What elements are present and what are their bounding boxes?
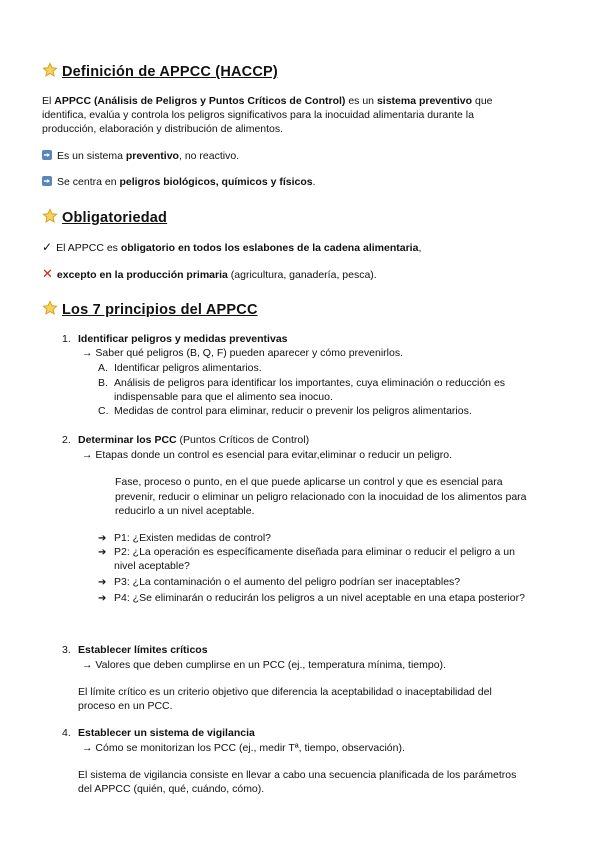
bullet-item: Se centra en peligros biológicos, químicos y físicos. xyxy=(42,175,316,189)
section-heading-obligatoriedad xyxy=(42,208,167,227)
arrow-box-icon xyxy=(42,176,52,186)
list-item: A. Identificar peligros alimentarios. xyxy=(98,362,262,374)
paragraph-line: producción, elaboración y distribución de alimentos. xyxy=(42,123,284,135)
section-heading-definition xyxy=(42,62,278,81)
question-item: ➔ P2: ¿La operación es específicamente diseñada para eliminar o reducir el peligro a un xyxy=(98,546,515,558)
principle-arrow-line: → Cómo se monitorizan los PCC (ej., medir Tª, tiempo, observación). xyxy=(82,742,405,754)
star-icon xyxy=(42,208,58,224)
cross-icon: ✕ xyxy=(42,266,53,281)
section-title: Definición de APPCC (HACCP) xyxy=(62,64,278,80)
arrow-box-icon xyxy=(42,150,52,160)
section-heading-principles xyxy=(42,300,258,319)
statement-line: ✕ excepto en la producción primaria (agricultura, ganadería, pesca). xyxy=(42,266,377,281)
paragraph-line: El límite crítico es un criterio objetivo que diferencia la aceptabilidad o inaceptabilidad del xyxy=(78,686,492,698)
paragraph-line: proceso en un PCC. xyxy=(78,700,173,712)
statement-line: ✓ El APPCC es obligatorio en todos los eslabones de la cadena alimentaria, xyxy=(42,240,422,254)
star-icon xyxy=(42,300,58,316)
principle-arrow-line: → Saber qué peligros (B, Q, F) pueden aparecer y cómo prevenirlos. xyxy=(82,347,403,359)
question-item: ➔ P3: ¿La contaminación o el aumento del peligro podrían ser inaceptables? xyxy=(98,576,461,588)
paragraph-line: del APPCC (quién, qué, cuándo, cómo). xyxy=(78,783,265,795)
star-icon xyxy=(42,62,58,78)
check-icon: ✓ xyxy=(42,240,53,254)
principle-title: 2. Determinar los PCC (Puntos Críticos de Control) xyxy=(62,434,310,446)
definition-line: Fase, proceso o punto, en el que puede aplicarse un control y que es esencial para xyxy=(115,476,503,488)
bullet-item: Es un sistema preventivo, no reactivo. xyxy=(42,149,239,163)
paragraph-line: El sistema de vigilancia consiste en llevar a cabo una secuencia planificada de los parámetros xyxy=(78,769,517,781)
definition-line: prevenir, reducir o eliminar un peligro relacionado con la inocuidad de los alimentos para xyxy=(115,491,527,503)
question-item: ➔ P4: ¿Se eliminarán o reducirán los peligros a un nivel aceptable en una etapa posterior? xyxy=(98,592,525,604)
definition-line: reducirlo a un nivel aceptable. xyxy=(115,505,255,517)
principle-arrow-line: → Etapas donde un control es esencial para evitar,eliminar o reducir un peligro. xyxy=(82,449,453,461)
paragraph-line: identifica, evalúa y controla los peligros significativos para la inocuidad alimentaria durante la xyxy=(42,109,474,121)
principle-title: 4. Establecer un sistema de vigilancia xyxy=(62,727,255,739)
principle-title: 3. Establecer límites críticos xyxy=(62,644,208,656)
paragraph-line: El APPCC (Análisis de Peligros y Puntos Críticos de Control) es un sistema preventivo que xyxy=(42,95,493,107)
section-title: Los 7 principios del APPCC xyxy=(62,302,258,318)
principle-arrow-line: → Valores que deben cumplirse en un PCC (ej., temperatura mínima, tiempo). xyxy=(82,659,446,671)
principle-title: 1. Identificar peligros y medidas preventivas xyxy=(62,333,288,345)
list-item: indispensable para que el alimento sea inocuo. xyxy=(114,391,333,403)
section-title: Obligatoriedad xyxy=(62,210,168,226)
question-item: nivel aceptable? xyxy=(114,560,190,572)
question-item: ➔ P1: ¿Existen medidas de control? xyxy=(98,532,271,544)
list-item: C. Medidas de control para eliminar, reducir o prevenir los peligros alimentarios. xyxy=(98,405,472,417)
list-item: B. Análisis de peligros para identificar los importantes, cuya eliminación o reducción es xyxy=(98,377,506,389)
